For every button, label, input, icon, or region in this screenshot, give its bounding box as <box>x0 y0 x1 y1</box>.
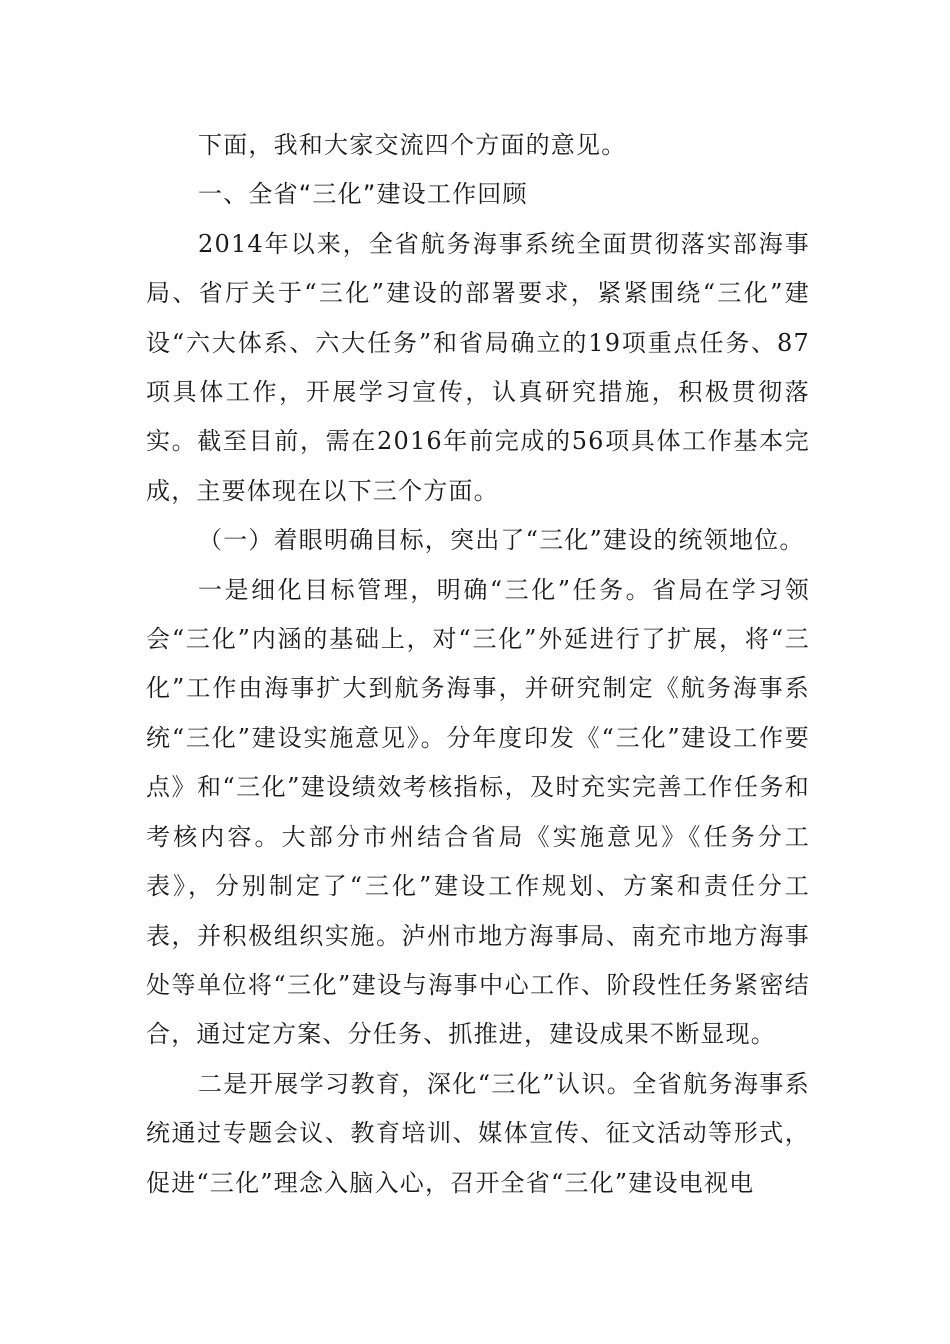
body-paragraph: 2014年以来，全省航务海事系统全面贯彻落实部海事局、省厅关于“三化”建设的部署要求，紧紧围绕“三化”建设“六大体系、六大任务”和省局确立的19项重点任务、87项具体工作，开展学习宣传，认真研究措施，积极贯彻落实。截至目前，需在2016年前完成的56项具体工作基本完成，主要体现在以下三个方面。 <box>146 229 810 505</box>
subsection-heading: （一）着眼明确目标，突出了“三化”建设的统领地位。 <box>198 526 805 555</box>
intro-paragraph: 下面，我和大家交流四个方面的意见。 <box>198 131 627 159</box>
body-paragraph: 一是细化目标管理，明确“三化”任务。省局在学习领会“三化”内涵的基础上，对“三化”外延进行了扩展，将“三化”工作由海事扩大到航务海事，并研究制定《航务海事系统“三化”建设实施意见》。分年度印发《“三化”建设工作要点》和“三化”建设绩效考核指标，及时充实完善工作任务和考核内容。大部分市州结合省局《实施意见》《任务分工表》，分别制定了“三化”建设工作规划、方案和责任分工表，并积极组织实施。泸州市地方海事局、南充市地方海事处等单位将“三化”建设与海事中心工作、阶段性任务紧密结合，通过定方案、分任务、抓推进，建设成果不断显现。 <box>146 575 810 1049</box>
section-heading: 一、全省“三化”建设工作回顾 <box>198 180 528 209</box>
document-body <box>146 121 810 1208</box>
body-paragraph: 二是开展学习教育，深化“三化”认识。全省航务海事系统通过专题会议、教育培训、媒体宣传、征文活动等形式，促进“三化”理念入脑入心，召开全省“三化”建设电视电 <box>146 1069 810 1197</box>
